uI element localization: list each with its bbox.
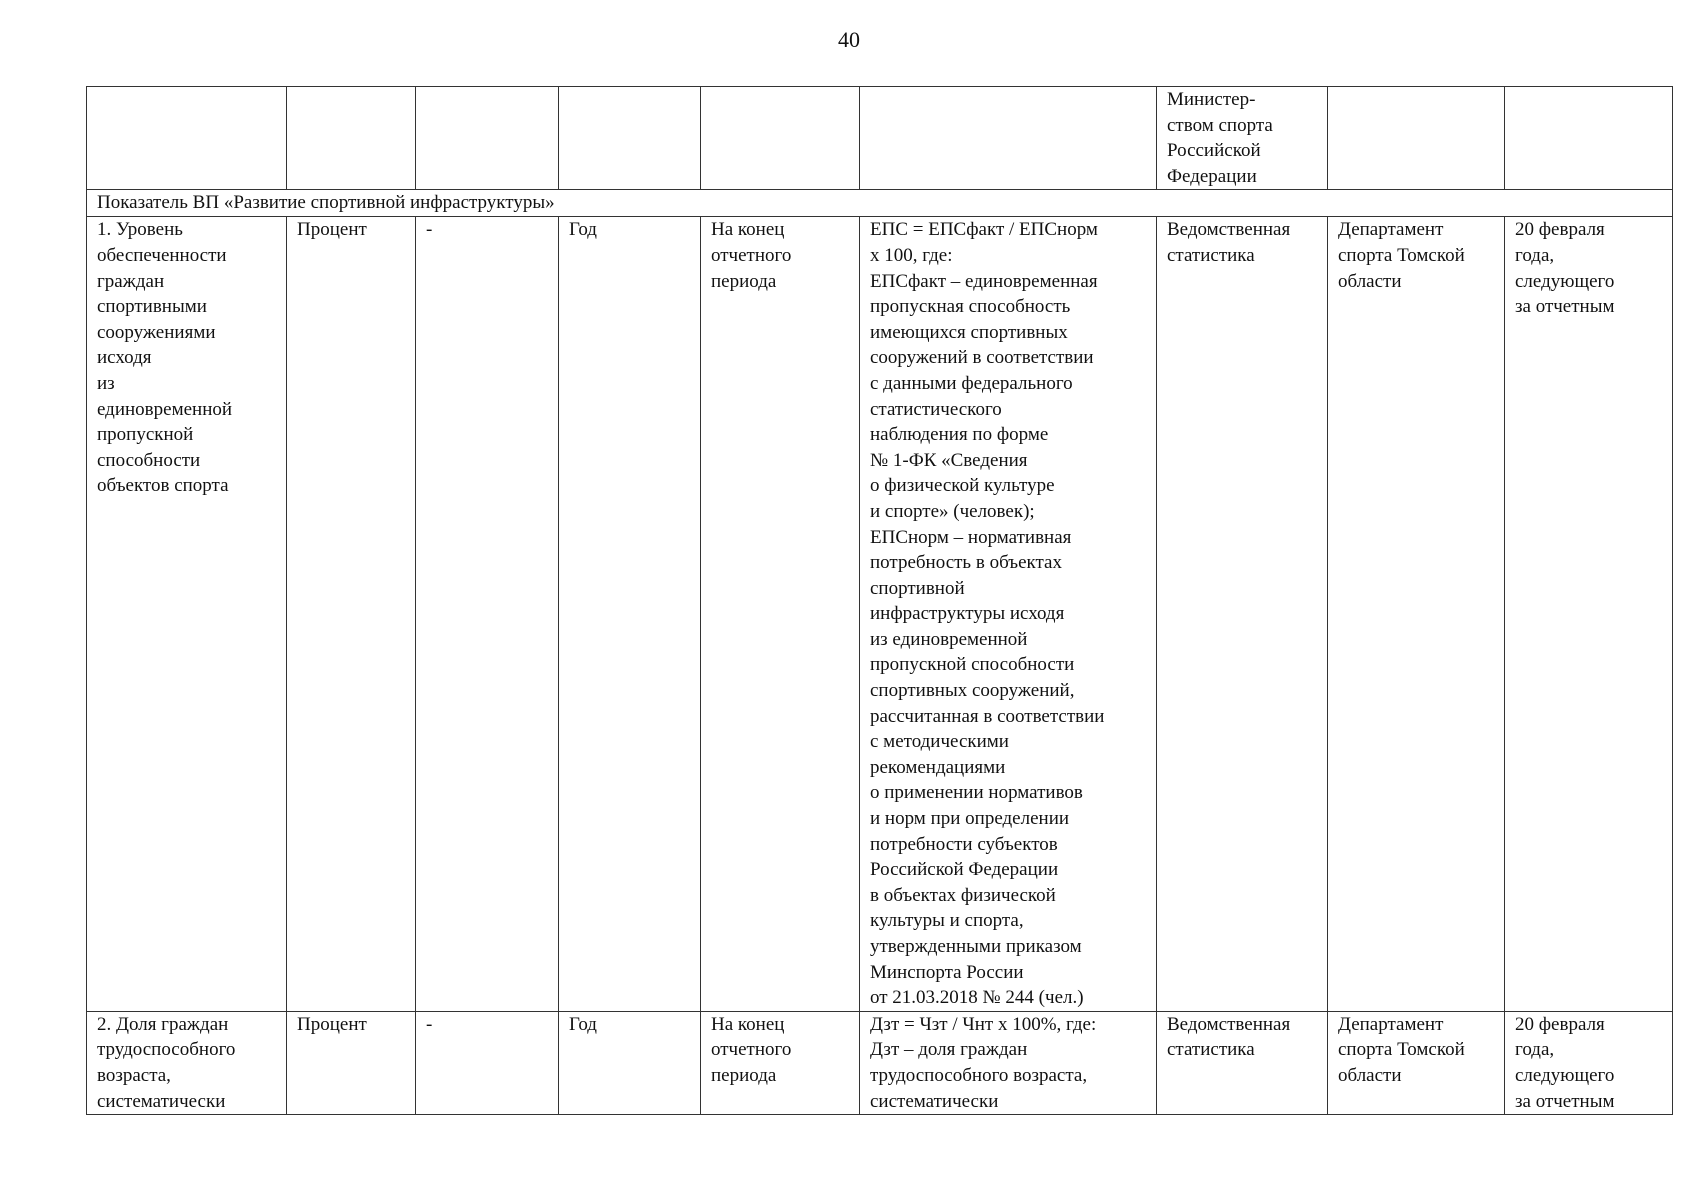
indicator-name: 2. Доля граждан трудоспособного возраста, систематически <box>87 1011 287 1114</box>
indicator-periodicity: Год <box>559 1011 701 1114</box>
page-number: 40 <box>838 27 860 52</box>
indicator-responsible: Департамент спорта Томской области <box>1328 217 1505 1011</box>
indicator-type: - <box>416 1011 559 1114</box>
indicator-method: ЕПС = ЕПСфакт / ЕПСнорм х 100, где: ЕПСфакт – единовременная пропускная способность имеющихся спортивных сооружений в соответствии с данными федерального статистического наблюдения по форме № 1-ФК «Сведения о физической культуре и спорте» (человек); ЕПСнорм – нормативная потребность в объектах спортивной инфраструктуры исходя из единовременной пропускной способности спортивных сооружений, рассчитанная в соответствии с методическими рекомендациями о применении нормативов и норм при определении потребности субъектов Российской Федерации в объектах физической культуры и спорта, утвержденными приказом Минспорта России от 21.03.2018 № 244 (чел.) <box>860 217 1157 1011</box>
indicator-source: Ведомственная статистика <box>1157 217 1328 1011</box>
table-cell <box>559 87 701 190</box>
table-cell <box>1328 87 1505 190</box>
indicator-unit: Процент <box>287 217 416 1011</box>
table-cell <box>87 87 287 190</box>
table-cell <box>287 87 416 190</box>
table-row <box>87 217 1673 1011</box>
table-row-continuation <box>87 87 1673 190</box>
indicator-time: На конец отчетного периода <box>701 217 860 1011</box>
table-cell <box>701 87 860 190</box>
indicator-deadline: 20 февраля года, следующего за отчетным <box>1505 1011 1673 1114</box>
indicator-method: Дзт = Чзт / Чнт х 100%, где: Дзт – доля граждан трудоспособного возраста, систематически <box>860 1011 1157 1114</box>
section-title: Показатель ВП «Развитие спортивной инфраструктуры» <box>87 190 1673 217</box>
indicator-type: - <box>416 217 559 1011</box>
indicator-table <box>86 86 1673 1115</box>
indicator-responsible: Департамент спорта Томской области <box>1328 1011 1505 1114</box>
indicator-time: На конец отчетного периода <box>701 1011 860 1114</box>
table-cell <box>860 87 1157 190</box>
table-cell <box>416 87 559 190</box>
indicator-name: 1. Уровень обеспеченности граждан спортивными сооружениями исходя из единовременной пропускной способности объектов спорта <box>87 217 287 1011</box>
indicator-unit: Процент <box>287 1011 416 1114</box>
table-row <box>87 1011 1673 1114</box>
table-cell <box>1505 87 1673 190</box>
indicator-deadline: 20 февраля года, следующего за отчетным <box>1505 217 1673 1011</box>
indicator-periodicity: Год <box>559 217 701 1011</box>
table-section-row <box>87 190 1673 217</box>
table-cell-source-continued: Министер- ством спорта Российской Федерации <box>1157 87 1328 190</box>
indicator-source: Ведомственная статистика <box>1157 1011 1328 1114</box>
